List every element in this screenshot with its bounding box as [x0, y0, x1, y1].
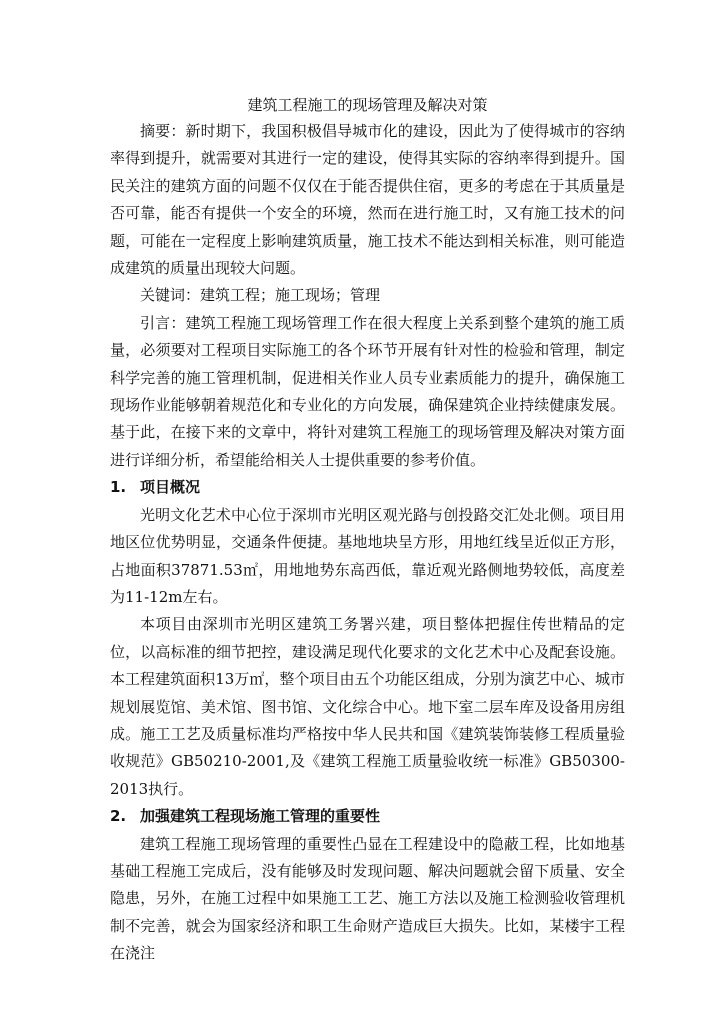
abstract-paragraph: 摘要：新时期下，我国积极倡导城市化的建设，因此为了使得城市的容纳率得到提升，就需要对其进行一定的建设，使得其实际的容纳率得到提升。国民关注的建筑方面的问题不仅仅在于能否提供住宿，更多的考虑在于其质量是否可靠，能否有提供一个安全的环境，然而在进行施工时，又有施工技术的问题，可能在一定程度上影响建筑质量，施工技术不能达到相关标准，则可能造成建筑的质量出现较大问题。 [110, 122, 625, 278]
section1-paragraph-2: 本项目由深圳市光明区建筑工务署兴建，项目整体把握住传世精品的定位，以高标准的细节把控，建设满足现代化要求的文化艺术中心及配套设施。本工程建筑面积13万㎡，整个项目由五个功能区组成，分别为演艺中心、城市规划展览馆、美术馆、图书馆、文化综合中心。地下室二层车库及设备用房组成。施工工艺及质量标准均严格按中华人民共和国《建筑装饰装修工程质量验收规范》GB50210-2001,及《建筑工程施工质量验收统一标准》GB50300-2013执行。 [110, 615, 625, 798]
document-body [110, 92, 625, 968]
keywords-paragraph: 关键词：建筑工程；施工现场；管理 [140, 286, 381, 305]
document-title: 建筑工程施工的现场管理及解决对策 [247, 96, 488, 114]
section2-paragraph-1: 建筑工程施工现场管理的重要性凸显在工程建设中的隐蔽工程，比如地基基础工程施工完成后，没有能够及时发现问题、解决问题就会留下质量、安全隐患，另外，在施工过程中如果施工工艺、施工方法以及施工检测验收管理机制不完善，就会为国家经济和职工生命财产造成巨大损失。比如，某楼宇工程在浇注 [110, 834, 625, 963]
section-heading-1 [110, 474, 625, 501]
section-heading-2 [110, 803, 625, 830]
section-number-1: 1. [110, 478, 127, 497]
section1-paragraph-1: 光明文化艺术中心位于深圳市光明区观光路与创投路交汇处北侧。项目用地区位优势明显，交通条件便捷。基地地块呈方形，用地红线呈近似正方形，占地面积37871.53㎡，用地地势东高西低，靠近观光路侧地势较低，高度差为11-12m左右。 [110, 505, 625, 606]
intro-paragraph: 引言：建筑工程施工现场管理工作在很大程度上关系到整个建筑的施工质量，必须要对工程项目实际施工的各个环节开展有针对性的检验和管理，制定科学完善的施工管理机制，促进相关作业人员专业素质能力的提升，确保施工现场作业能够朝着规范化和专业化的方向发展，确保建筑企业持续健康发展。基于此，在接下来的文章中，将针对建筑工程施工的现场管理及解决对策方面进行详细分析，希望能给相关人士提供重要的参考价值。 [110, 313, 625, 469]
section-title-2: 加强建筑工程现场施工管理的重要性 [140, 807, 381, 826]
section-title-1: 项目概况 [140, 478, 201, 497]
section-number-2: 2. [110, 807, 127, 826]
